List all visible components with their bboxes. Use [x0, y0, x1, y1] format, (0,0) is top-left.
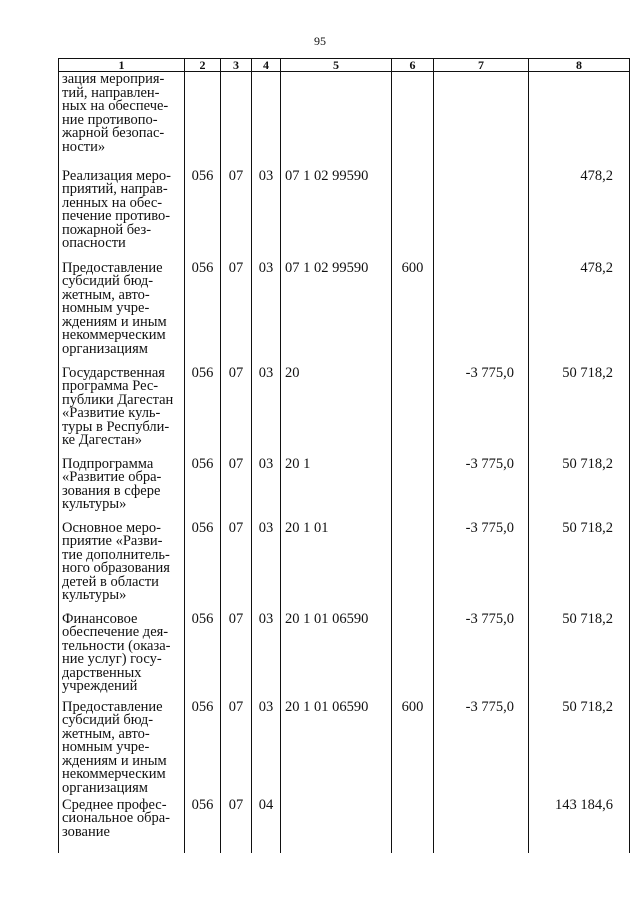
change-cell: -3 775,0	[434, 700, 529, 798]
ved-cell: 056	[185, 457, 221, 521]
total-cell: 143 184,6	[529, 798, 630, 853]
row-name-cell	[59, 521, 185, 612]
vr-cell	[392, 169, 434, 261]
col-header: 7	[434, 59, 529, 72]
pr-cell: 03	[252, 457, 281, 521]
row-name-cell	[59, 612, 185, 700]
total-cell: 478,2	[529, 169, 630, 261]
change-cell: -3 775,0	[434, 521, 529, 612]
csr-cell: 20	[281, 366, 392, 457]
csr-cell: 20 1	[281, 457, 392, 521]
row-name: Среднее профес- сиональное обра- зование	[62, 796, 171, 840]
rz-cell: 07	[221, 261, 252, 366]
ved-cell: 056	[185, 521, 221, 612]
table-row	[59, 521, 630, 612]
total-cell: 50 718,2	[529, 521, 630, 612]
row-name: Предоставление субсидий бюд- жетным, авто- номным учре- ждениям и иным некоммерческим организациям	[62, 698, 167, 796]
col-header: 3	[221, 59, 252, 72]
rz-cell: 07	[221, 612, 252, 700]
pr-cell: 03	[252, 612, 281, 700]
row-name-cell	[59, 72, 185, 169]
change-cell: -3 775,0	[434, 366, 529, 457]
total-cell: 50 718,2	[529, 612, 630, 700]
vr-cell	[392, 457, 434, 521]
col-header: 2	[185, 59, 221, 72]
row-name: зация мероприя- тий, направлен- ных на обеспече- ние противопо- жарной безопас- ности»	[62, 71, 169, 155]
rz-cell: 07	[221, 457, 252, 521]
col-header: 6	[392, 59, 434, 72]
ved-cell	[185, 72, 221, 169]
csr-cell: 07 1 02 99590	[281, 261, 392, 366]
vr-cell	[392, 72, 434, 169]
row-name-cell	[59, 261, 185, 366]
header-row	[59, 59, 630, 72]
change-cell	[434, 798, 529, 853]
row-name: Подпрограмма «Развитие обра- зования в сфере культуры»	[62, 455, 162, 512]
change-cell: -3 775,0	[434, 612, 529, 700]
pr-cell: 03	[252, 366, 281, 457]
table-row	[59, 798, 630, 853]
ved-cell: 056	[185, 366, 221, 457]
ved-cell: 056	[185, 798, 221, 853]
csr-cell: 20 1 01	[281, 521, 392, 612]
change-cell: -3 775,0	[434, 457, 529, 521]
table-row	[59, 457, 630, 521]
pr-cell: 03	[252, 700, 281, 798]
rz-cell: 07	[221, 366, 252, 457]
rz-cell: 07	[221, 521, 252, 612]
total-cell: 50 718,2	[529, 700, 630, 798]
total-cell: 50 718,2	[529, 457, 630, 521]
vr-cell	[392, 612, 434, 700]
rz-cell	[221, 72, 252, 169]
rz-cell: 07	[221, 700, 252, 798]
rz-cell: 07	[221, 798, 252, 853]
pr-cell	[252, 72, 281, 169]
ved-cell: 056	[185, 169, 221, 261]
vr-cell: 600	[392, 261, 434, 366]
row-name-cell	[59, 366, 185, 457]
table-row	[59, 72, 630, 169]
row-name-cell	[59, 798, 185, 853]
change-cell	[434, 169, 529, 261]
pr-cell: 04	[252, 798, 281, 853]
col-header: 1	[59, 59, 185, 72]
col-header: 4	[252, 59, 281, 72]
pr-cell: 03	[252, 261, 281, 366]
total-cell	[529, 72, 630, 169]
row-name-cell	[59, 457, 185, 521]
csr-cell: 20 1 01 06590	[281, 700, 392, 798]
table-row	[59, 169, 630, 261]
row-name-cell	[59, 700, 185, 798]
ved-cell: 056	[185, 261, 221, 366]
budget-table	[58, 58, 630, 853]
page-number: 95	[314, 34, 326, 48]
table-row	[59, 612, 630, 700]
pr-cell: 03	[252, 521, 281, 612]
vr-cell: 600	[392, 700, 434, 798]
csr-cell	[281, 72, 392, 169]
row-name-cell	[59, 169, 185, 261]
ved-cell: 056	[185, 612, 221, 700]
csr-cell: 07 1 02 99590	[281, 169, 392, 261]
row-name: Финансовое обеспечение дея- тельности (оказа- ние услуг) госу- дарственных учреждений	[62, 610, 171, 694]
row-name: Основное меро- приятие «Разви- тие дополнитель- ного образования детей в области культуры»	[62, 519, 170, 603]
vr-cell	[392, 521, 434, 612]
col-header: 8	[529, 59, 630, 72]
pr-cell: 03	[252, 169, 281, 261]
row-name: Государственная программа Рес- публики Дагестан «Развитие куль- туры в Республи- ке Дагестан»	[62, 364, 174, 448]
vr-cell	[392, 366, 434, 457]
total-cell: 50 718,2	[529, 366, 630, 457]
table-row	[59, 366, 630, 457]
change-cell	[434, 261, 529, 366]
csr-cell	[281, 798, 392, 853]
col-header: 5	[281, 59, 392, 72]
ved-cell: 056	[185, 700, 221, 798]
row-name: Реализация меро- приятий, направ- ленных на обес- печение противо- пожарной без- опасности	[62, 167, 171, 251]
table-row	[59, 261, 630, 366]
vr-cell	[392, 798, 434, 853]
row-name: Предоставление субсидий бюд- жетным, авто- номным учре- ждениям и иным некоммерческим организациям	[62, 259, 167, 357]
csr-cell: 20 1 01 06590	[281, 612, 392, 700]
change-cell	[434, 72, 529, 169]
total-cell: 478,2	[529, 261, 630, 366]
rz-cell: 07	[221, 169, 252, 261]
table-row	[59, 700, 630, 798]
